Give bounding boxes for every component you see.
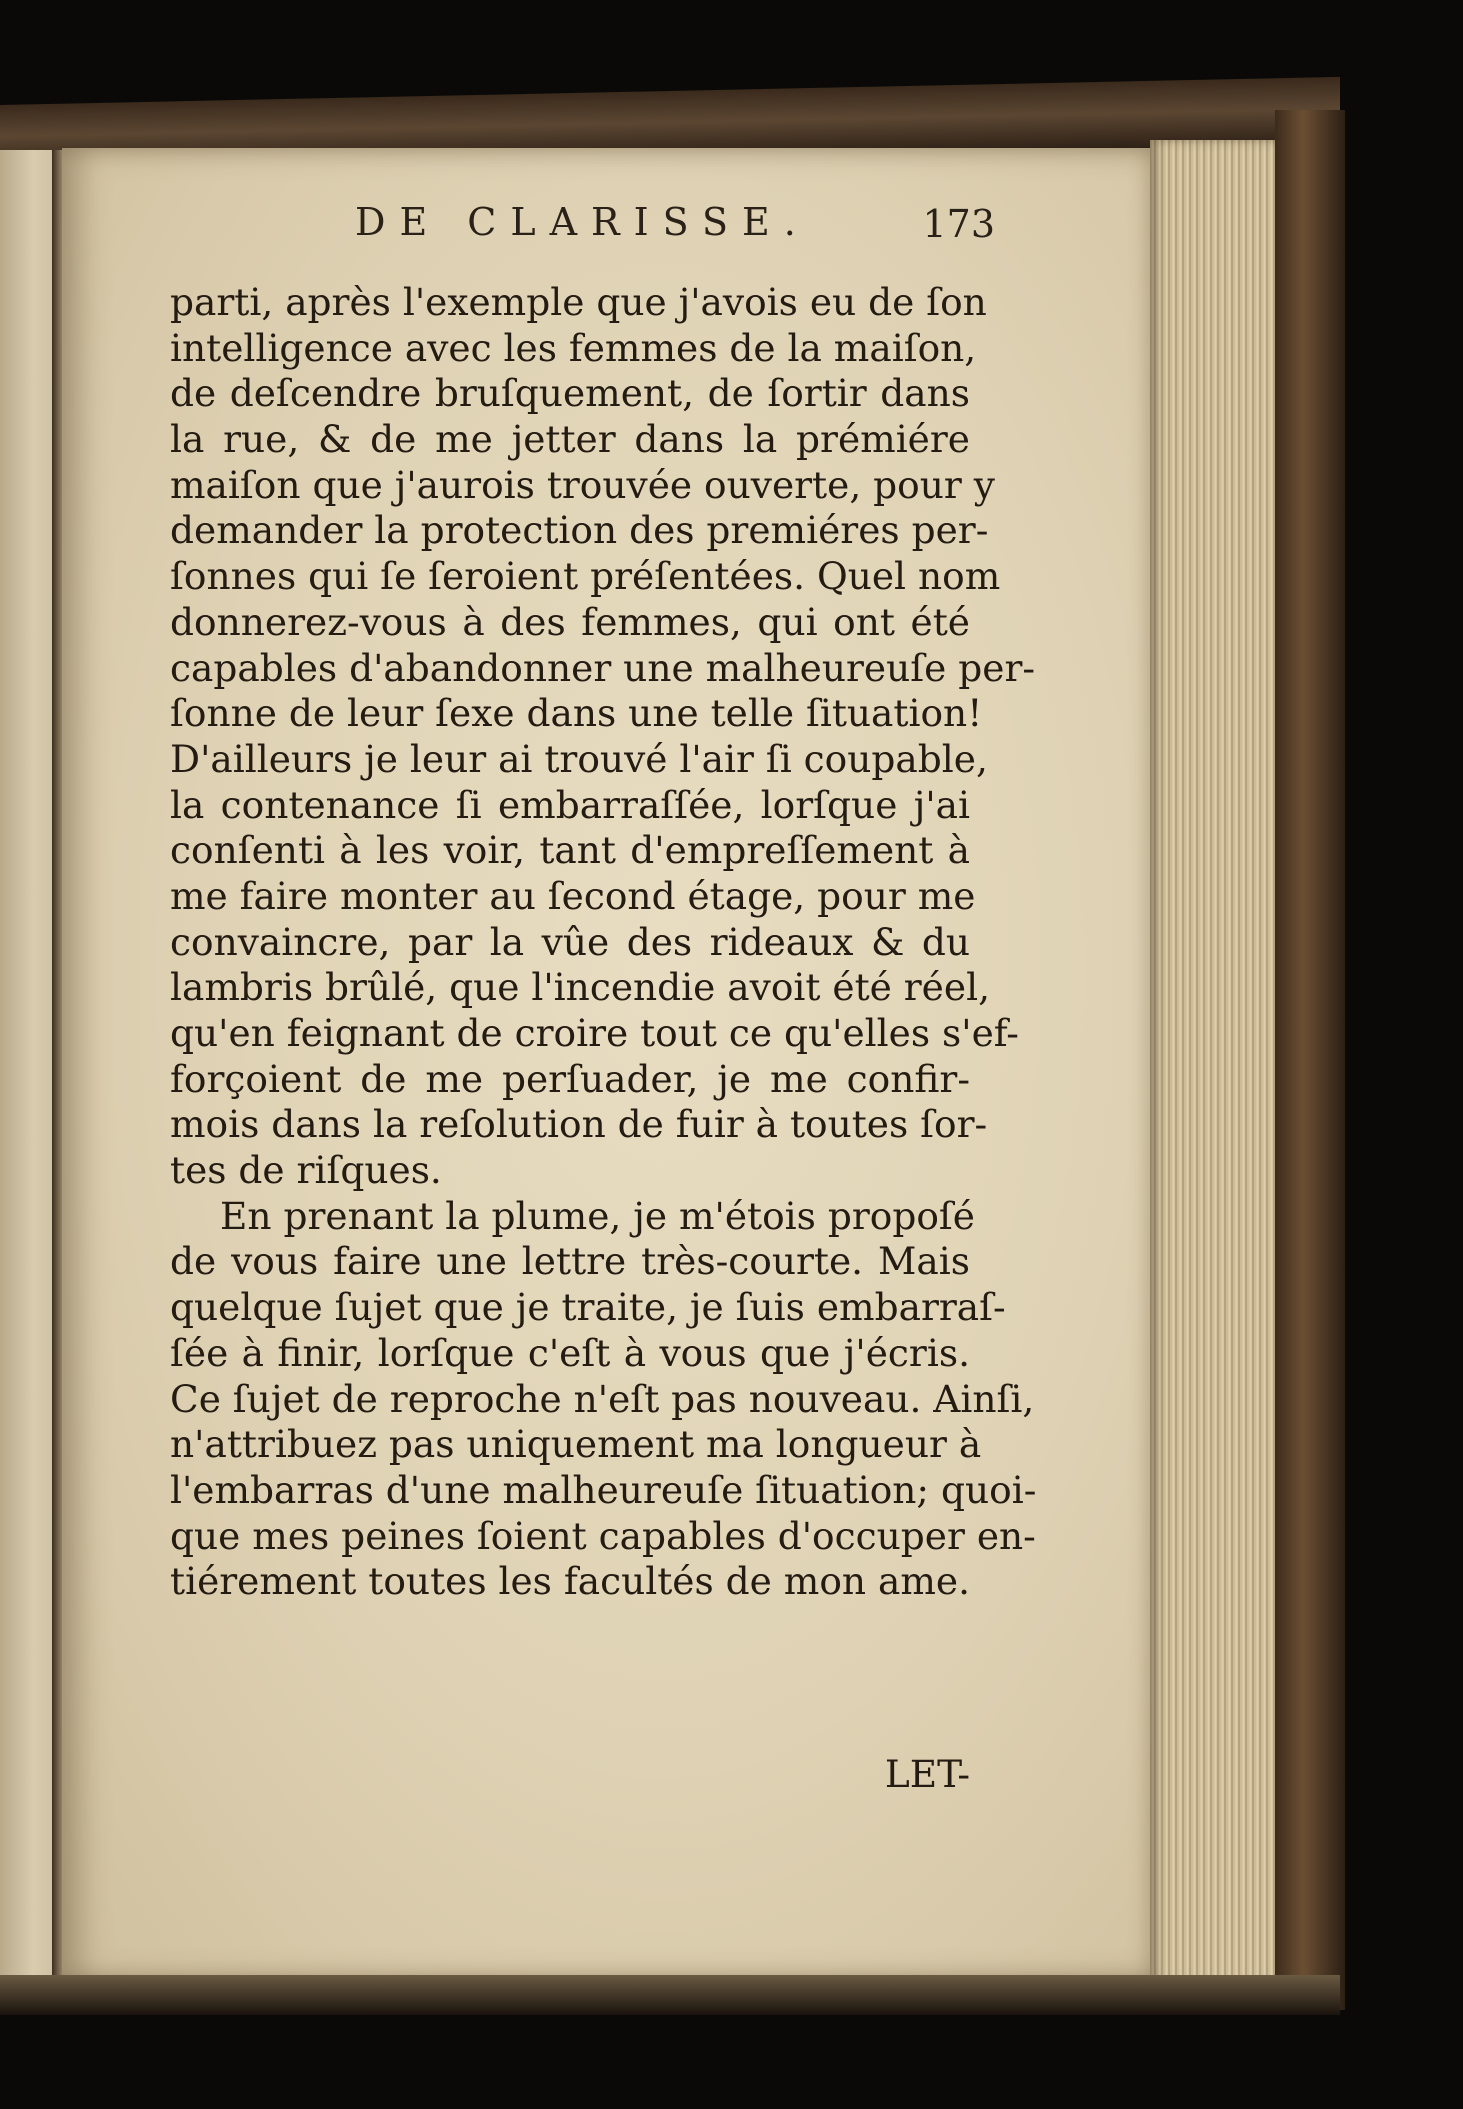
bottom-shadow xyxy=(0,1975,1340,2015)
text-line: demander la protection des premiéres per- xyxy=(170,508,989,553)
text-line: qu'en feignant de croire tout ce qu'elles s'ef- xyxy=(170,1011,1019,1055)
text-line: tiérement toutes les facultés de mon ame. xyxy=(170,1559,971,1604)
text-line: parti, après l'exemple que j'avois eu de ſon xyxy=(170,280,987,324)
text-line: Ce ſujet de reproche n'eſt pas nouveau. Ainſi, xyxy=(170,1376,1035,1421)
text-line: mois dans la reſolution de fuir à toutes ſor- xyxy=(170,1102,988,1147)
paragraph-1 xyxy=(170,280,1036,1194)
text-line: En prenant la plume, je m'étois propoſé xyxy=(220,1193,975,1238)
facing-page-edge xyxy=(0,150,57,1980)
text-line: n'attribuez pas uniquement ma longueur à xyxy=(170,1422,982,1467)
page-number: 173 xyxy=(922,202,995,246)
text-line: que mes peines ſoient capables d'occuper en- xyxy=(170,1513,1036,1558)
text-line: ſonnes qui ſe ſeroient préſentées. Quel nom xyxy=(170,554,1001,599)
text-line: maiſon que j'aurois trouvée ouverte, pour y xyxy=(170,462,995,507)
text-line: me faire monter au ſecond étage, pour me xyxy=(170,873,976,918)
page-fore-edge xyxy=(1150,140,1280,1985)
text-line: forçoient de me perſuader, je me confir- xyxy=(170,1056,970,1101)
text-line: intelligence avec les femmes de la maiſon, xyxy=(170,325,977,370)
text-line: donnerez-vous à des femmes, qui ont été xyxy=(170,599,970,644)
page-text xyxy=(170,280,1037,1605)
text-line: de deſcendre bruſquement, de ſortir dans xyxy=(170,371,970,416)
text-line: conſenti à les voir, tant d'empreſſement à xyxy=(170,828,970,873)
text-line: capables d'abandonner une malheureuſe per- xyxy=(170,645,1036,690)
text-line: la rue, & de me jetter dans la prémiére xyxy=(170,417,970,462)
text-line: tes de riſques. xyxy=(170,1148,442,1193)
paragraph-2 xyxy=(170,1193,1037,1605)
text-line: convaincre, par la vûe des rideaux & du xyxy=(170,919,970,964)
text-line: ſée à finir, lorſque c'eſt à vous que j'écris. xyxy=(170,1330,970,1375)
text-line: ſonne de leur ſexe dans une telle ſituation! xyxy=(170,691,983,736)
text-line: la contenance ſi embarraſſée, lorſque j'ai xyxy=(170,782,970,827)
text-line: de vous faire une lettre très-courte. Mais xyxy=(170,1239,970,1284)
text-line: l'embarras d'une malheureuſe ſituation; quoi- xyxy=(170,1467,1037,1512)
leather-board-edge xyxy=(1275,110,1345,2010)
text-line: quelque ſujet que je traite, je ſuis embarraſ- xyxy=(170,1285,1006,1330)
text-line: lambris brûlé, que l'incendie avoit été réel, xyxy=(170,965,990,1010)
text-line: D'ailleurs je leur ai trouvé l'air ſi coupable, xyxy=(170,736,988,781)
running-title: DE CLARISSE. xyxy=(355,200,810,244)
catchword: LET- xyxy=(884,1752,970,1796)
